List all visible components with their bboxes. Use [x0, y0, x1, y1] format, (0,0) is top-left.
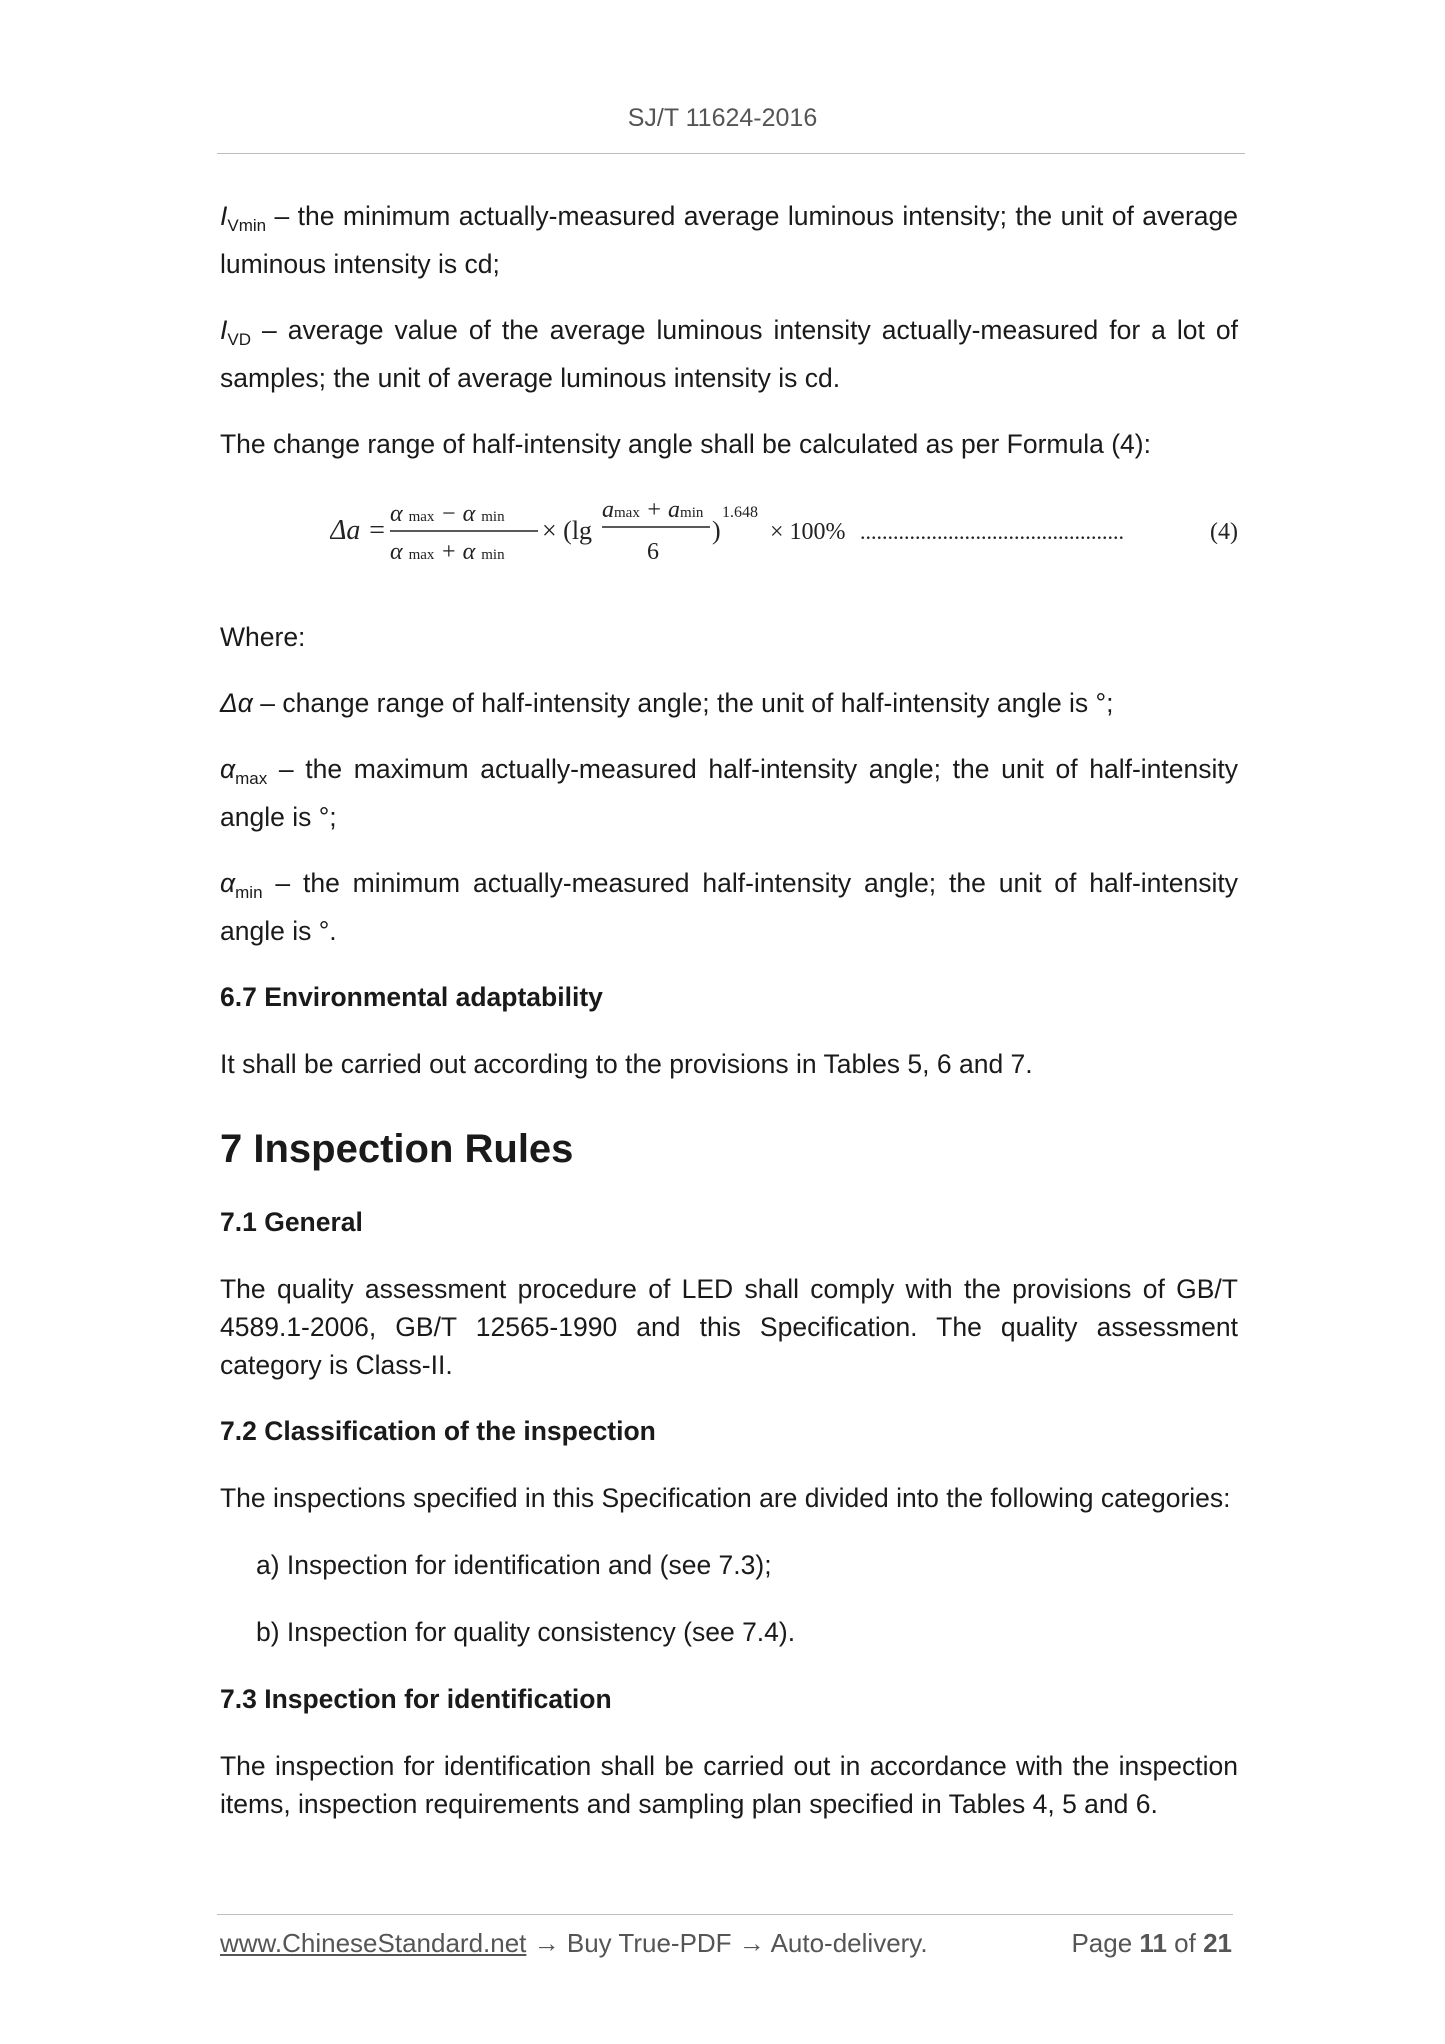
formula-label: (4) — [1210, 519, 1238, 545]
definition-text: – change range of half-intensity angle; the unit of half-intensity angle is °; — [252, 688, 1114, 718]
definition-alpha-max — [220, 750, 1238, 836]
symbol: α — [220, 754, 236, 784]
standard-number: SJ/T 11624-2016 — [627, 104, 818, 132]
page-footer — [220, 1928, 1232, 1959]
symbol-subscript: Vmin — [227, 216, 267, 235]
header-divider — [217, 153, 1245, 154]
list-item: a) Inspection for identification and (see 7.3); — [256, 1550, 772, 1580]
page-header — [0, 104, 1445, 133]
definition-text: – average value of the average luminous intensity actually-measured for a lot of samples; the unit of average luminous intensity is cd. — [220, 315, 1238, 393]
formula-close-paren: ) — [712, 516, 721, 545]
definition-alpha-min — [220, 864, 1238, 950]
formula-numerator-left: α max − α min — [390, 501, 505, 527]
paragraph-6-7: It shall be carried out according to the provisions in Tables 5, 6 and 7. — [220, 1049, 1033, 1079]
symbol: I — [220, 315, 228, 345]
formula-4 — [220, 463, 1238, 618]
formula-leader-dots: ................................................ — [860, 519, 1124, 544]
formula-denominator-left: α max + α min — [390, 539, 505, 565]
symbol-subscript: max — [235, 769, 268, 788]
formula-exponent: 1.648 — [722, 504, 758, 521]
symbol-subscript: min — [235, 883, 263, 902]
page-total: 21 — [1203, 1928, 1232, 1958]
page-word: Page — [1071, 1928, 1133, 1958]
definition-ivd — [220, 311, 1238, 397]
definition-text: – the minimum actually-measured half-intensity angle; the unit of half-intensity angle is °. — [220, 868, 1238, 946]
heading-7-1: 7.1 General — [220, 1207, 363, 1237]
where-label: Where: — [220, 622, 306, 652]
list-item: b) Inspection for quality consistency (see 7.4). — [256, 1617, 796, 1647]
document-body — [220, 197, 1238, 1823]
page-number: 11 — [1139, 1928, 1167, 1958]
website-link[interactable]: www.ChineseStandard.net — [220, 1928, 527, 1958]
heading-6-7: 6.7 Environmental adaptability — [220, 982, 603, 1012]
heading-7-2: 7.2 Classification of the inspection — [220, 1416, 656, 1446]
formula-denominator-right: 6 — [647, 539, 659, 565]
symbol-subscript: VD — [227, 330, 251, 349]
footer-divider — [217, 1914, 1233, 1915]
formula-intro: The change range of half-intensity angle shall be calculated as per Formula (4): — [220, 429, 1151, 459]
formula-numerator-right: amax + amin — [602, 497, 704, 523]
symbol: α — [220, 868, 236, 898]
formula-tail: × 100% — [770, 519, 846, 545]
symbol: Δα — [220, 688, 253, 718]
formula-lg: × (lg — [542, 516, 593, 545]
definition-delta-alpha — [220, 684, 1238, 722]
formula-lhs: Δa = — [330, 515, 387, 546]
footer-tagline: → Buy True-PDF → Auto-delivery. — [526, 1928, 928, 1958]
paragraph-7-1: The quality assessment procedure of LED shall comply with the provisions of GB/T 4589.1-2006, GB/T 12565-1990 and this Specification. The quality assessment category is Class-II. — [220, 1274, 1238, 1380]
symbol: I — [220, 201, 228, 231]
page-indicator — [1071, 1928, 1232, 1959]
formula-graphic — [330, 483, 1250, 583]
heading-7-3: 7.3 Inspection for identification — [220, 1684, 612, 1714]
of-word: of — [1174, 1928, 1196, 1958]
heading-7: 7 Inspection Rules — [220, 1127, 574, 1171]
definition-text: – the maximum actually-measured half-intensity angle; the unit of half-intensity angle is °; — [220, 754, 1238, 832]
definition-ivmin — [220, 197, 1238, 283]
paragraph-7-2: The inspections specified in this Specification are divided into the following categories: — [220, 1483, 1231, 1513]
paragraph-7-3: The inspection for identification shall be carried out in accordance with the inspection items, inspection requirements and sampling plan specified in Tables 4, 5 and 6. — [220, 1751, 1238, 1819]
definition-text: – the minimum actually-measured average luminous intensity; the unit of average luminous intensity is cd; — [220, 201, 1238, 279]
